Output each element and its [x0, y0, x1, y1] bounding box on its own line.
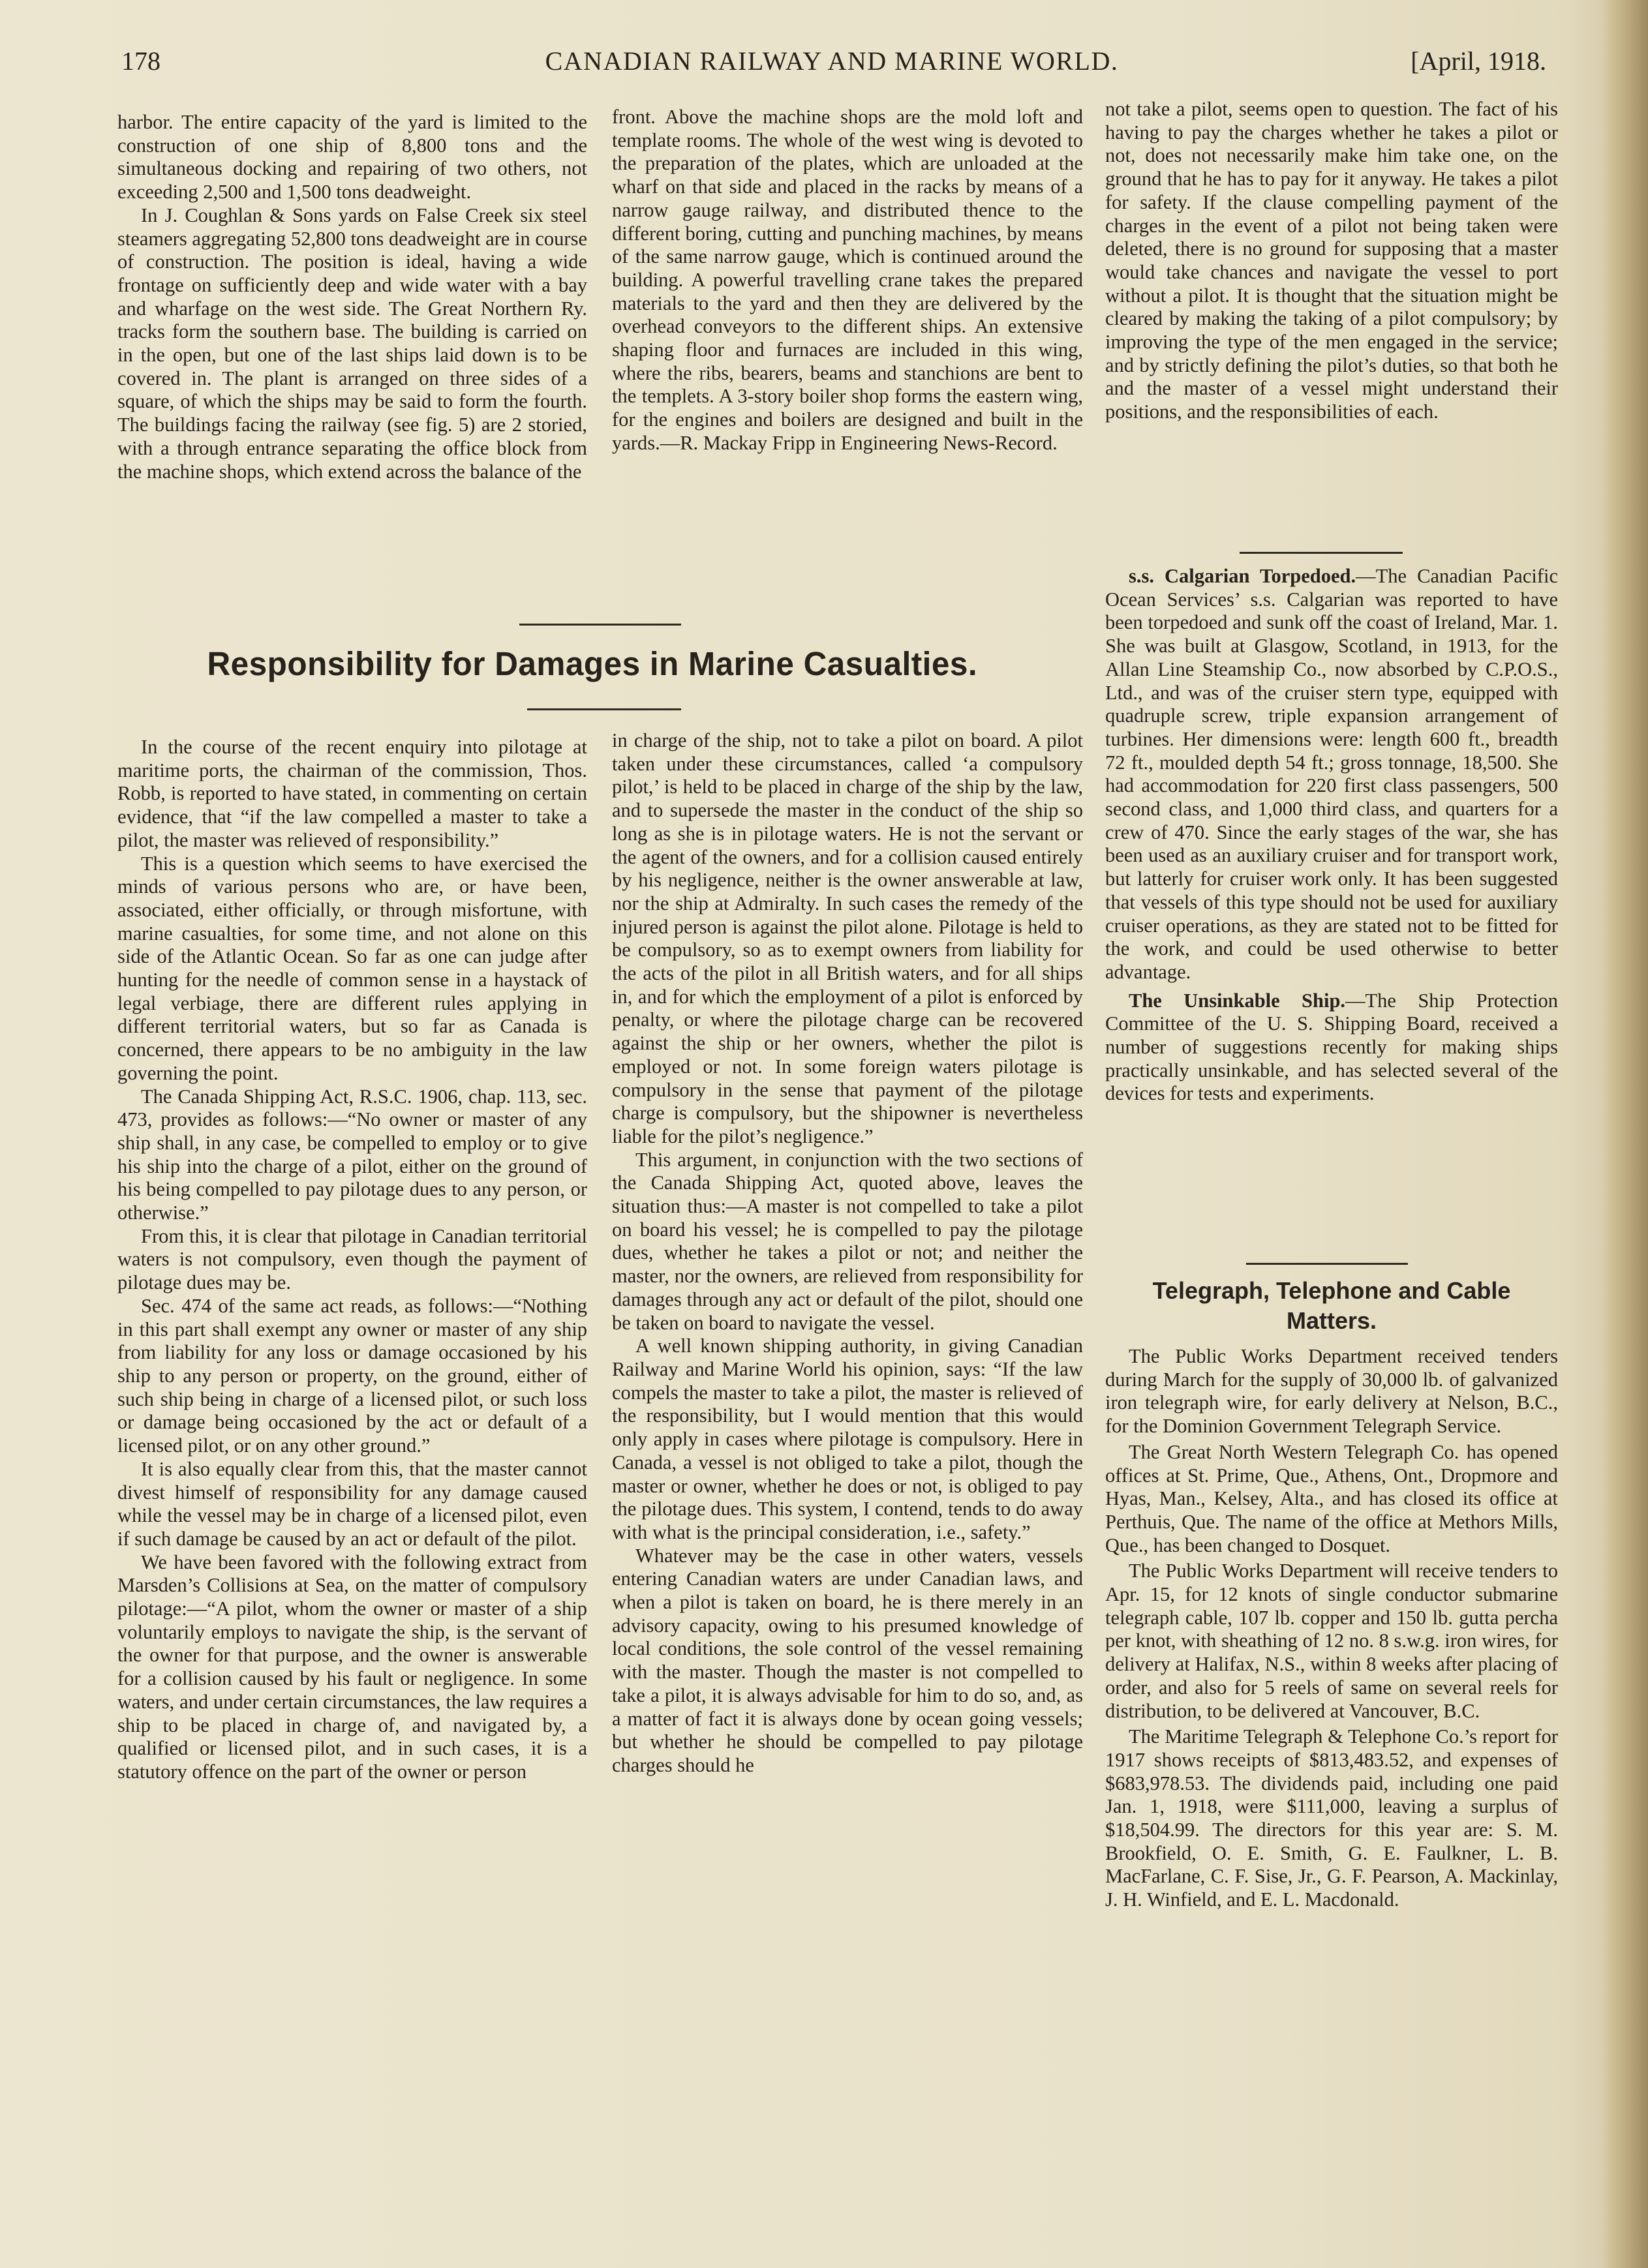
- divider-rule: [1246, 1263, 1408, 1265]
- news-items-column: [1105, 565, 1558, 1106]
- calgarian-item: [1105, 565, 1558, 984]
- paragraph: In the course of the recent enquiry into pilotage at maritime ports, the chairman of the commission, Thos. Robb, is reported to have stated, in commenting on certain evidence, that “if the law compelled a master to take a pilot, the master was relieved of responsibility.”: [117, 736, 587, 851]
- page-number: 178: [121, 46, 160, 76]
- journal-title: CANADIAN RAILWAY AND MARINE WORLD.: [545, 46, 1119, 76]
- continued-column-2: [612, 106, 1083, 455]
- unsinkable-run-in: The Unsinkable Ship.: [1129, 989, 1346, 1012]
- calgarian-text: —The Canadian Pacific Ocean Services’ s.s. Calgarian was reported to have been torpedoed and sunk off the coast of Ireland, Mar. 1. She was built at Glasgow, Scotland, in 1913, for the Allan Line Steamship Co., now absorbed by C.P.O.S., Ltd., and was of the cruiser stern type, equipped with quadruple screw, triple expansion arrangement of turbines. Her dimensions were: length 600 ft., breadth 72 ft., moulded depth 54 ft.; gross tonnage, 18,500. She had accommodation for 220 first class passengers, 500 second class, and 1,000 third class, and quarters for a crew of 470. Since the early stages of the war, she has been used as an auxiliary cruiser and for transport work, but latterly for cruiser work only. It has been suggested that vessels of this type should not be used for auxiliary cruiser operations, as they are stated not to be fitted for the work, and could be used otherwise to better advantage.: [1105, 565, 1558, 983]
- telegraph-heading: Telegraph, Telephone and Cable Matters.: [1152, 1277, 1511, 1334]
- paragraph: This is a question which seems to have exercised the minds of various persons who are, or have been, associated, either officially, or through misfortune, with marine casualties, for some time, and not alone on this side of the Atlantic Ocean. So far as one can judge after hunting for the needle of common sense in a haystack of legal verbiage, there are different rules applying in different territorial waters, but so far as Canada is concerned, there appears to be no ambiguity in the law governing the point.: [117, 852, 587, 1084]
- paragraph: In J. Coughlan & Sons yards on False Creek six steel steamers aggregating 52,800 tons deadweight are in course of construction. The position is ideal, having a wide frontage on sufficiently deep and wide water with a bay and wharfage on the west side. The Great Northern Ry. tracks form the southern base. The building is carried on in the open, but one of the last ships laid down is to be covered in. The plant is arranged on three sides of a square, of which the ships may be said to form the fourth. The buildings facing the railway (see fig. 5) are 2 storied, with a through entrance separating the office block from the machine shops, which extend across the balance of the: [117, 204, 587, 483]
- divider-rule: [527, 708, 681, 710]
- article-column-2: [612, 729, 1083, 1777]
- paragraph: not take a pilot, seems open to question. The fact of his having to pay the charges whether he takes a pilot or not, does not necessarily make him take one, on the ground that he has to pay for it anyway. He takes a pilot for safety. If the clause compelling payment of the charges in the event of a pilot not being taken were deleted, there is no ground for supposing that a master would take chances and navigate the vessel to port without a pilot. It is thought that the situation might be cleared by making the taking of a pilot compulsory; by improving the type of the men engaged in the service; and by strictly defining the pilot’s duties, so that both he and the master of a vessel might understand their positions, and the responsibilities of each.: [1105, 98, 1558, 423]
- paragraph: The Public Works Department will receive tenders to Apr. 15, for 12 knots of single conductor submarine telegraph cable, 107 lb. copper and 150 lb. gutta percha per knot, with sheathing of 12 no. 8 s.w.g. iron wires, for delivery at Halifax, N.S., within 8 weeks after placing of order, and also for 5 reels of same on several reels for distribution, to be delivered at Vancouver, B.C.: [1105, 1560, 1558, 1722]
- article-column-1: [117, 736, 587, 1784]
- paragraph: in charge of the ship, not to take a pilot on board. A pilot taken under these circumstances, called ‘a compulsory pilot,’ is held to be placed in charge of the ship by the law, and to supersede the master in the conduct of the ship so long as she is in pilotage waters. He is not the servant or the agent of the owners, and for a collision caused entirely by his negligence, neither is the owner answerable at law, nor the ship at Admiralty. In such cases the remedy of the injured person is against the pilot alone. Pilotage is held to be compulsory, so as to exempt owners from liability for the acts of the pilot in all British waters, and for all ships in, and for which the employment of a pilot is enforced by penalty, or where the pilotage charge can be recovered against the ship or her owners, whether the pilot is employed or not. In some foreign waters pilotage is compulsory in the sense that payment of the pilotage charge is compulsory, but the shipowner is nevertheless liable for the pilot’s negligence.”: [612, 729, 1083, 1147]
- paragraph: The Canada Shipping Act, R.S.C. 1906, chap. 113, sec. 473, provides as follows:—“No owner or master of any ship shall, in any case, be compelled to employ or to give his ship into the charge of a pilot, either on the ground of his being compelled to pay pilotage dues to any person, or otherwise.”: [117, 1085, 587, 1224]
- telegraph-section: [1105, 1276, 1558, 1912]
- divider-rule: [519, 624, 681, 626]
- continued-column-1: [117, 111, 587, 483]
- article-heading: Responsibility for Damages in Marine Casualties.: [207, 645, 978, 682]
- unsinkable-item: [1105, 990, 1558, 1106]
- paragraph: From this, it is clear that pilotage in Canadian territorial waters is not compulsory, even though the payment of pilotage dues may be.: [117, 1224, 587, 1294]
- paragraph: We have been favored with the following extract from Marsden’s Collisions at Sea, on the matter of compulsory pilotage:—“A pilot, whom the owner or master of a ship voluntarily employs to navigate the ship, is the servant of the owner for that purpose, and the owner is answerable for a collision caused by his fault or negligence. In some waters, and under certain circumstances, the law requires a ship to be placed in charge of, and navigated by, a qualified or licensed pilot, and in such cases, it is a statutory offence on the part of the owner or person: [117, 1550, 587, 1783]
- paragraph: The Public Works Department received tenders during March for the supply of 30,000 lb. of galvanized iron telegraph wire, for early delivery at Nelson, B.C., for the Dominion Government Telegraph Service.: [1105, 1345, 1558, 1438]
- article-column-3: [1105, 98, 1558, 424]
- unsinkable-text: —The Ship Protection Committee of the U. S. Shipping Board, received a number of suggestions recently for making ships practically unsinkable, and has selected several of the devices for tests and experiments.: [1105, 989, 1558, 1105]
- paragraph: front. Above the machine shops are the mold loft and template rooms. The whole of the west wing is devoted to the preparation of the plates, which are unloaded at the wharf on that side and placed in the racks by means of a narrow gauge railway, and distributed thence to the different boring, cutting and punching machines, by means of the same narrow gauge, which is continued around the building. A powerful travelling crane takes the prepared materials to the yard and then they are delivered by the overhead conveyors to the different ships. An extensive shaping floor and furnaces are included in this wing, where the ribs, bearers, beams and stanchions are bent to the templets. A 3-story boiler shop forms the eastern wing, for the engines and boilers are designed and built in the yards.—R. Mackay Fripp in Engineering News-Record.: [612, 106, 1083, 454]
- page-header: [117, 40, 1546, 86]
- calgarian-run-in: s.s. Calgarian Torpedoed.: [1129, 565, 1356, 587]
- paragraph: The Maritime Telegraph & Telephone Co.’s report for 1917 shows receipts of $813,483.52, and expenses of $683,978.53. The dividends paid, including one paid Jan. 1, 1918, were $111,000, leaving a surplus of $18,504.99. The directors for this year are: S. M. Brookfield, O. E. Smith, G. E. Faulkner, L. B. MacFarlane, C. F. Sise, Jr., G. F. Pearson, A. Mackinlay, J. H. Winfield, and E. L. Macdonald.: [1105, 1725, 1558, 1911]
- paragraph: This argument, in conjunction with the two sections of the Canada Shipping Act, quoted above, leaves the situation thus:—A master is not compelled to take a pilot on board his vessel; he is compelled to pay the pilotage dues, whether he takes a pilot or not; and neither the master, nor the owners, are relieved from responsibility for damages through any act or default of the pilot, should one be taken on board to navigate the vessel.: [612, 1148, 1083, 1334]
- paragraph: A well known shipping authority, in giving Canadian Railway and Marine World his opinion, says: “If the law compels the master to take a pilot, the master is relieved of the responsibility, but I would mention that this would only apply in cases where pilotage is compulsory. Here in Canada, a vessel is not obliged to take a pilot, though the master or owner, whether he does or not, is obliged to pay the pilotage dues. This system, I contend, tends to do away with what is the principal consideration, i.e., safety.”: [612, 1335, 1083, 1543]
- paragraph: harbor. The entire capacity of the yard is limited to the construction of one ship of 8,800 tons and the simultaneous docking and repairing of two others, not exceeding 2,500 and 1,500 tons deadweight.: [117, 111, 587, 204]
- paragraph: Sec. 474 of the same act reads, as follows:—“Nothing in this part shall exempt any owner or master of any ship from liability for any loss or damage occasioned by his ship to any person or property, on the ground, either of such ship being in charge of a licensed pilot, or such loss or damage being occasioned by the act or default of a licensed pilot, or on any other ground.”: [117, 1294, 587, 1457]
- paragraph: Whatever may be the case in other waters, vessels entering Canadian waters are under Canadian laws, and when a pilot is taken on board, he is there merely in an advisory capacity, owing to his presumed knowledge of local conditions, the sole control of the vessel remaining with the master. Though the master is not compelled to take a pilot, it is always advisable for him to do so, and, as a matter of fact it is always done by ocean going vessels; but whether he should be compelled to pay pilotage charges should he: [612, 1544, 1083, 1776]
- paragraph: It is also equally clear from this, that the master cannot divest himself of responsibility for any damage caused while the vessel may be in charge of a licensed pilot, even if such damage be caused by an act or default of the pilot.: [117, 1457, 587, 1550]
- divider-rule: [1240, 552, 1403, 554]
- paragraph: The Great North Western Telegraph Co. has opened offices at St. Prime, Que., Athens, Ont., Dropmore and Hyas, Man., Kelsey, Alta., and has closed its office at Perthuis, Que. The name of the office at Methors Mills, Que., has been changed to Dosquet.: [1105, 1440, 1558, 1556]
- issue-date: [April, 1918.: [1411, 46, 1546, 76]
- book-spine-shadow: [1602, 0, 1648, 2268]
